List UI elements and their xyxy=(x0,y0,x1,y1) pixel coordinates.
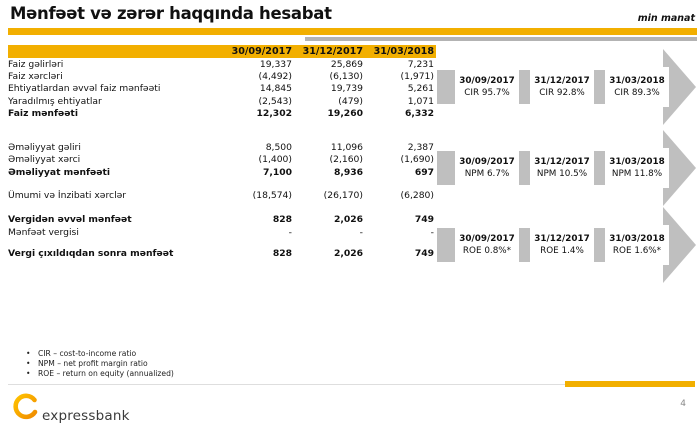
column-header: 31/12/2017 xyxy=(302,46,363,57)
cell-value: (6,280) xyxy=(400,190,434,202)
table-row xyxy=(8,70,436,82)
cell-value: 25,869 xyxy=(330,58,363,70)
table-row xyxy=(8,141,436,153)
kpi-arrow-group-roe xyxy=(437,207,697,283)
note-text: NPM – net profit margin ratio xyxy=(38,359,148,368)
cell-value: 749 xyxy=(414,247,434,259)
kpi-date: 30/09/2017 xyxy=(459,76,515,86)
kpi-value: NPM 11.8% xyxy=(611,169,663,179)
cell-value: (1,400) xyxy=(258,154,292,166)
kpi-box xyxy=(455,67,519,107)
cell-value: 14,845 xyxy=(259,83,292,95)
cell-value: (4,492) xyxy=(258,70,292,82)
cell-value: (2,160) xyxy=(329,154,363,166)
kpi-box xyxy=(605,148,669,188)
row-label: Əməliyyat gəliri xyxy=(8,142,81,154)
table-row-total xyxy=(8,107,436,119)
cell-value: - xyxy=(430,226,434,238)
cell-value: 12,302 xyxy=(256,107,292,119)
cell-value: 7,231 xyxy=(407,58,434,70)
cell-value: 5,261 xyxy=(407,83,434,95)
kpi-value: NPM 6.7% xyxy=(464,169,510,179)
cell-value: 19,337 xyxy=(259,58,292,70)
table-row-total xyxy=(8,166,436,178)
slide-title: Mənfəət və zərər haqqında hesabat xyxy=(10,4,332,23)
kpi-date: 31/03/2018 xyxy=(609,76,665,86)
kpi-value: CIR 92.8% xyxy=(539,88,585,98)
kpi-value: NPM 10.5% xyxy=(536,169,588,179)
table-row xyxy=(8,58,436,70)
kpi-box xyxy=(455,148,519,188)
table-row xyxy=(8,83,436,95)
logo-e-icon xyxy=(10,392,40,426)
note-item xyxy=(26,369,174,379)
kpi-date: 31/12/2017 xyxy=(534,234,590,244)
note-item xyxy=(26,359,174,369)
kpi-box xyxy=(605,67,669,107)
row-label: Əməliyyat xərci xyxy=(8,154,81,166)
row-label: Əməliyyat mənfəəti xyxy=(8,166,111,178)
row-label: Vergidən əvvəl mənfəət xyxy=(8,214,132,226)
header-gray-bar xyxy=(305,37,697,41)
kpi-box xyxy=(530,225,594,265)
kpi-date: 30/09/2017 xyxy=(459,234,515,244)
bullet-icon: • xyxy=(26,349,31,358)
kpi-date: 30/09/2017 xyxy=(459,157,515,167)
cell-value: (1,690) xyxy=(400,154,434,166)
cell-value: (479) xyxy=(338,95,363,107)
kpi-box xyxy=(530,148,594,188)
page-number: 4 xyxy=(680,399,686,409)
cell-value: 2,387 xyxy=(407,142,434,154)
notes-list xyxy=(26,349,174,379)
cell-value: (1,971) xyxy=(400,70,434,82)
row-label: Faiz xərcləri xyxy=(8,70,63,82)
cell-value: - xyxy=(288,226,292,238)
cell-value: 7,100 xyxy=(262,166,292,178)
row-label: Mənfəət vergisi xyxy=(8,226,79,238)
kpi-box xyxy=(530,67,594,107)
cell-value: 697 xyxy=(414,166,434,178)
kpi-arrow-group-npm xyxy=(437,130,697,206)
kpi-arrow-group-cir xyxy=(437,49,697,125)
table-row-total xyxy=(8,247,436,259)
pl-table xyxy=(8,45,436,260)
kpi-value: ROE 1.6%* xyxy=(612,246,662,256)
cell-value: 6,332 xyxy=(404,107,434,119)
bullet-icon: • xyxy=(26,369,31,378)
cell-value: 8,936 xyxy=(333,166,363,178)
kpi-box xyxy=(605,225,669,265)
row-label: Yaradılmış ehtiyatlar xyxy=(8,95,102,107)
table-row xyxy=(8,154,436,166)
cell-value: 19,739 xyxy=(330,83,363,95)
note-item xyxy=(26,349,174,359)
kpi-date: 31/12/2017 xyxy=(534,157,590,167)
unit-label: min manat xyxy=(637,13,695,24)
row-label: Ehtiyatlardan əvvəl faiz mənfəəti xyxy=(8,83,161,95)
column-header: 30/09/2017 xyxy=(231,46,292,57)
table-header-row xyxy=(8,45,436,58)
cell-value: (26,170) xyxy=(323,190,363,202)
kpi-value: ROE 1.4% xyxy=(540,246,584,256)
note-text: CIR – cost-to-income ratio xyxy=(38,349,137,358)
table-row xyxy=(8,226,436,238)
row-label: Ümumi və İnzibati xərclər xyxy=(8,190,127,202)
cell-value: (6,130) xyxy=(329,70,363,82)
row-label: Faiz gəlirləri xyxy=(8,58,64,70)
row-label: Faiz mənfəəti xyxy=(8,107,78,119)
footer-divider xyxy=(8,384,565,385)
kpi-date: 31/03/2018 xyxy=(609,234,665,244)
bullet-icon: • xyxy=(26,359,31,368)
note-text: ROE – return on equity (annualized) xyxy=(38,369,174,378)
title-underline-bar xyxy=(8,28,697,35)
cell-value: 2,026 xyxy=(333,247,363,259)
kpi-date: 31/03/2018 xyxy=(609,157,665,167)
cell-value: 749 xyxy=(414,214,434,226)
kpi-date: 31/12/2017 xyxy=(534,76,590,86)
cell-value: (2,543) xyxy=(258,95,292,107)
cell-value: - xyxy=(359,226,363,238)
row-label: Vergi çıxıldıqdan sonra mənfəət xyxy=(8,247,174,259)
cell-value: 19,260 xyxy=(327,107,363,119)
cell-value: 8,500 xyxy=(265,142,292,154)
expressbank-logo xyxy=(10,392,130,426)
table-row xyxy=(8,189,436,201)
footer-accent-bar xyxy=(565,381,695,387)
cell-value: 11,096 xyxy=(330,142,363,154)
cell-value: 2,026 xyxy=(333,214,363,226)
table-row-total xyxy=(8,214,436,226)
kpi-value: ROE 0.8%* xyxy=(462,246,512,256)
cell-value: (18,574) xyxy=(252,190,292,202)
kpi-box xyxy=(455,225,519,265)
table-row xyxy=(8,95,436,107)
cell-value: 828 xyxy=(272,247,292,259)
cell-value: 1,071 xyxy=(407,95,434,107)
column-header: 31/03/2018 xyxy=(373,46,434,57)
kpi-value: CIR 89.3% xyxy=(614,88,660,98)
kpi-value: CIR 95.7% xyxy=(464,88,510,98)
cell-value: 828 xyxy=(272,214,292,226)
logo-wordmark: expressbank xyxy=(42,407,130,424)
